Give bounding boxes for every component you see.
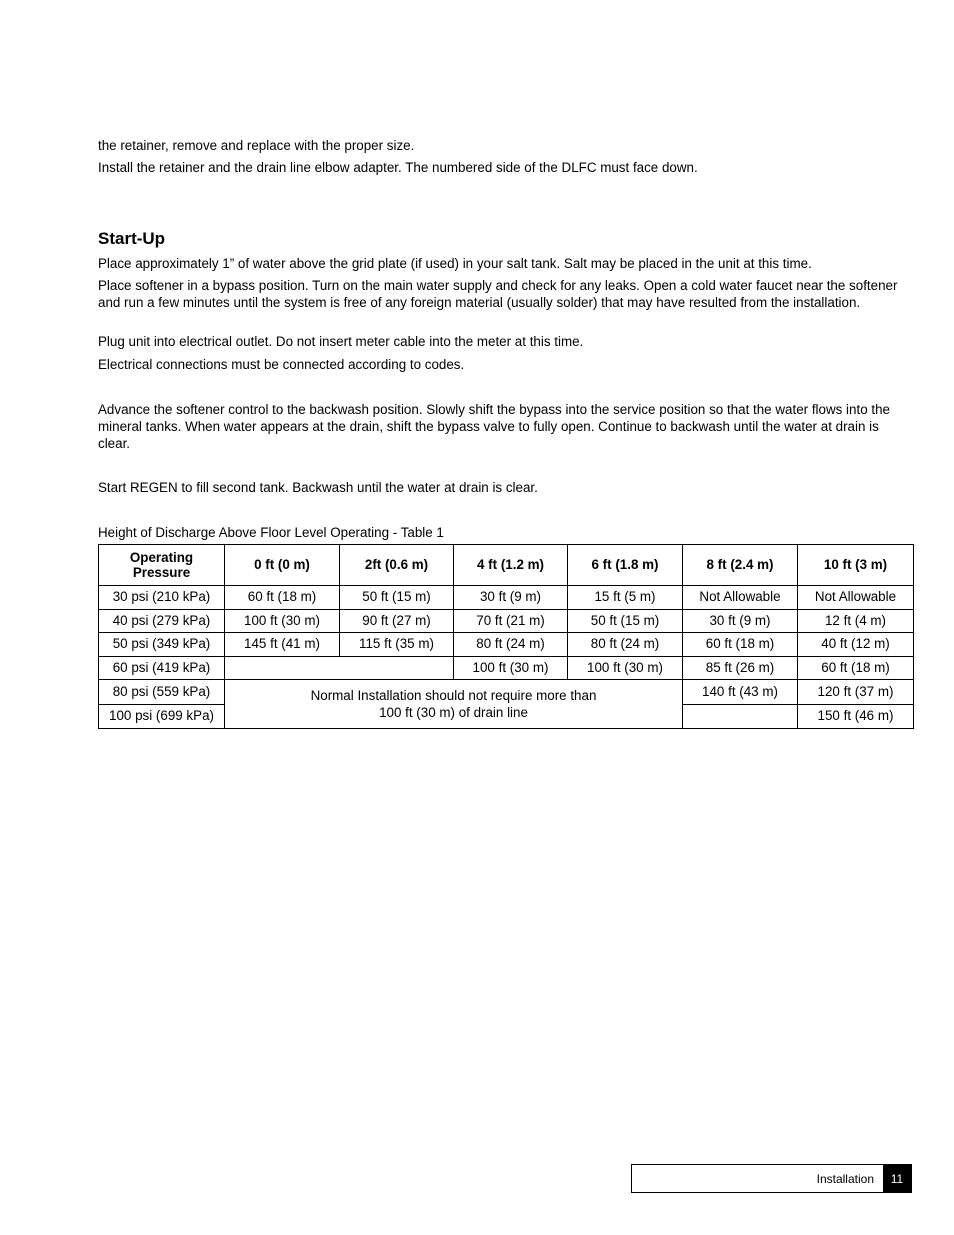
table-cell: 50 ft (15 m) (568, 609, 683, 633)
table-cell: 145 ft (41 m) (225, 633, 340, 657)
table-cell: 60 ft (18 m) (225, 586, 340, 610)
header-height-6ft: 6 ft (1.8 m) (568, 545, 683, 586)
table-cell: 90 ft (27 m) (340, 609, 454, 633)
table-cell: 100 ft (30 m) (454, 656, 568, 680)
table-cell: 30 psi (210 kPa) (99, 586, 225, 610)
table-cell: 30 ft (9 m) (683, 609, 798, 633)
table-cell: 80 ft (24 m) (568, 633, 683, 657)
table-row (99, 680, 914, 705)
table-cell: 100 ft (30 m) (568, 656, 683, 680)
footer-section-label: Installation (816, 1171, 874, 1186)
table-row (99, 586, 914, 610)
header-height-2ft: 2ft (0.6 m) (340, 545, 454, 586)
header-height-4ft: 4 ft (1.2 m) (454, 545, 568, 586)
table-cell: Not Allowable (683, 586, 798, 610)
table-row (99, 609, 914, 633)
table-cell: 60 ft (18 m) (683, 633, 798, 657)
section-heading: Start-Up (98, 229, 166, 248)
table-cell: 140 ft (43 m) (683, 680, 798, 705)
table-cell: 85 ft (26 m) (683, 656, 798, 680)
table-caption: Height of Discharge Above Floor Level Operating - Table 1 (98, 525, 444, 540)
startup-paragraph-6: Start REGEN to fill second tank. Backwash until the water at drain is clear. (98, 480, 538, 495)
table-row (99, 656, 914, 680)
table-row (99, 633, 914, 657)
page-number: 11 (883, 1165, 911, 1192)
startup-paragraph-4: Electrical connections must be connected according to codes. (98, 357, 465, 372)
table-cell: 30 ft (9 m) (454, 586, 568, 610)
discharge-height-table (98, 544, 914, 729)
table-cell: 100 ft (30 m) (225, 609, 340, 633)
table-cell: 50 ft (15 m) (340, 586, 454, 610)
table-cell: 15 ft (5 m) (568, 586, 683, 610)
table-note-line-1: Normal Installation should not require more than (310, 687, 597, 703)
header-operating-pressure: Operating Pressure (99, 545, 225, 586)
table-note-line-2: 100 ft (30 m) of drain line (379, 704, 528, 720)
table-cell: 100 psi (699 kPa) (99, 705, 225, 729)
table-cell: 50 psi (349 kPa) (99, 633, 225, 657)
table-cell: 150 ft (46 m) (798, 705, 914, 729)
table-cell: Not Allowable (798, 586, 914, 610)
header-height-8ft: 8 ft (2.4 m) (683, 545, 798, 586)
table-cell: 80 psi (559 kPa) (99, 680, 225, 705)
startup-paragraph-3: Plug unit into electrical outlet. Do not insert meter cable into the meter at this time. (98, 334, 584, 349)
table-cell: 60 ft (18 m) (798, 656, 914, 680)
table-cell: 115 ft (35 m) (340, 633, 454, 657)
table-cell: 40 psi (279 kPa) (99, 609, 225, 633)
startup-paragraph-1: Place approximately 1” of water above the grid plate (if used) in your salt tank. Salt may be placed in the unit at this time. (98, 256, 812, 271)
table-cell: 70 ft (21 m) (454, 609, 568, 633)
table-cell: 12 ft (4 m) (798, 609, 914, 633)
table-cell: 60 psi (419 kPa) (99, 656, 225, 680)
table-cell-empty (225, 656, 454, 680)
header-height-0ft: 0 ft (0 m) (225, 545, 340, 586)
table-cell-empty (683, 705, 798, 729)
table-header-row (99, 545, 914, 586)
intro-paragraph-2: Install the retainer and the drain line elbow adapter. The numbered side of the DLFC must face down. (98, 160, 698, 175)
table-cell: 80 ft (24 m) (454, 633, 568, 657)
header-height-10ft: 10 ft (3 m) (798, 545, 914, 586)
table-cell: 40 ft (12 m) (798, 633, 914, 657)
page-footer (631, 1164, 912, 1193)
table-cell: 120 ft (37 m) (798, 680, 914, 705)
startup-paragraph-5: Advance the softener control to the backwash position. Slowly shift the bypass into the service position so that the water flows into the mineral tanks. When water appears at the drain, shift the bypass valve to fully open. Continue to backwash until the water at drain is clear. (98, 402, 890, 451)
startup-paragraph-2: Place softener in a bypass position. Turn on the main water supply and check for any leaks. Open a cold water faucet near the softener and run a few minutes until the system is free of any foreign material (usually solder) that may have resulted from the installation. (98, 278, 898, 310)
intro-paragraph-1: the retainer, remove and replace with the proper size. (98, 138, 415, 153)
table-note-cell (225, 680, 683, 729)
